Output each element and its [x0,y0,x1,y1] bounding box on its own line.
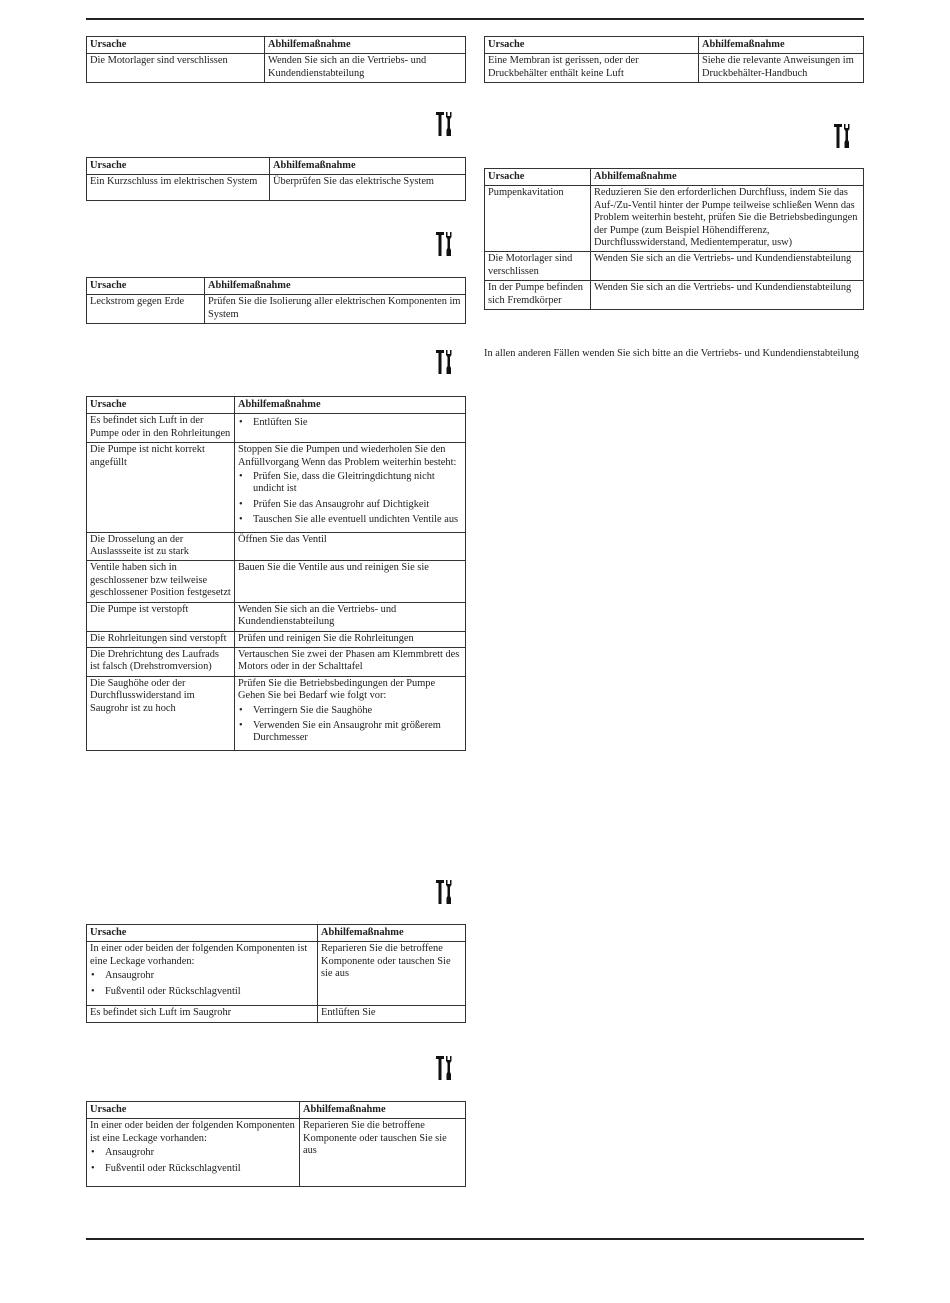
cause-cell: Die Drosselung an der Auslassseite ist zu stark [87,532,235,561]
header-cause: Ursache [87,37,265,54]
cause-text: In einer oder beiden der folgenden Komponenten ist eine Leckage vorhanden: [90,943,308,967]
tools-icon [434,348,454,376]
header-remedy: Abhilfemaßnahme [205,278,466,295]
table-membrane [484,36,864,83]
remedy-cell: Vertauschen Sie zwei der Phasen am Klemmbrett des Motors oder in der Schalttafel [235,647,466,676]
top-rule [86,18,864,20]
cause-cell: Ein Kurzschluss im elektrischen System [87,175,270,201]
tools-icon [434,878,454,906]
tools-icon [832,122,852,150]
bottom-rule [86,1238,864,1240]
cause-cell: Leckstrom gegen Erde [87,295,205,324]
remedy-cell: Entlüften Sie [318,1006,466,1022]
header-cause: Ursache [87,925,318,942]
bullet-item: • Tauschen Sie alle eventuell undichten Ventile aus [238,514,462,526]
table-cavitation [484,168,864,310]
header-cause: Ursache [87,158,270,175]
table-row [87,561,466,602]
bullet-item: • Prüfen Sie, dass die Gleitringdichtung nicht undicht ist [238,471,462,496]
table-row [485,54,864,83]
header-cause: Ursache [87,397,235,414]
table-row [87,1119,466,1187]
closing-note: In allen anderen Fällen wenden Sie sich bitte an die Vertriebs- und Kundendienstabteilung [484,348,859,359]
remedy-text: Stoppen Sie die Pumpen und wiederholen Sie den Anfüllvorgang Wenn das Problem weiterhin besteht: [238,444,457,468]
table-suction-leak-2 [86,1101,466,1187]
table-leakage-current [86,277,466,324]
cause-cell: Die Rohrleitungen sind verstopft [87,631,235,647]
table-row [87,942,466,1006]
header-remedy: Abhilfemaßnahme [235,397,466,414]
cause-text: In einer oder beiden der folgenden Komponenten ist eine Leckage vorhanden: [90,1120,295,1144]
header-remedy: Abhilfemaßnahme [300,1102,466,1119]
cause-cell: Es befindet sich Luft in der Pumpe oder in den Rohrleitungen [87,414,235,443]
remedy-cell: Reparieren Sie die betroffene Komponente oder tauschen Sie sie aus [300,1119,466,1187]
header-cause: Ursache [485,169,591,186]
table-short-circuit [86,157,466,201]
table-row [87,602,466,631]
remedy-cell: Wenden Sie sich an die Vertriebs- und Kundendienstabteilung [235,602,466,631]
remedy-cell: Siehe die relevante Anweisungen im Druckbehälter-Handbuch [699,54,864,83]
table-row [485,186,864,252]
remedy-cell: Reparieren Sie die betroffene Komponente oder tauschen Sie sie aus [318,942,466,1006]
remedy-cell: Prüfen Sie die Isolierung aller elektrischen Komponenten im System [205,295,466,324]
header-remedy: Abhilfemaßnahme [699,37,864,54]
table-row [87,631,466,647]
remedy-cell [235,414,466,443]
remedy-cell [235,676,466,750]
bullet-item: • Ansaugrohr [90,970,314,982]
cause-cell: Die Drehrichtung des Laufrads ist falsch (Drehstromversion) [87,647,235,676]
cause-cell: Pumpenkavitation [485,186,591,252]
table-motor-bearings [86,36,466,83]
header-cause: Ursache [485,37,699,54]
table-row [87,175,466,201]
bullet-item: • Verwenden Sie ein Ansaugrohr mit größerem Durchmesser [238,720,462,745]
table-row [87,647,466,676]
bullet-item: • Ansaugrohr [90,1147,296,1159]
table-row [87,676,466,750]
cause-cell: Ventile haben sich in geschlossener bzw teilweise geschlossener Position festgesetzt [87,561,235,602]
table-row [87,532,466,561]
remedy-cell: Wenden Sie sich an die Vertriebs- und Kundendienstabteilung [591,281,864,310]
bullet-item: • Fußventil oder Rückschlagventil [90,986,314,998]
header-remedy: Abhilfemaßnahme [265,37,466,54]
header-cause: Ursache [87,1102,300,1119]
tools-icon [434,1054,454,1082]
remedy-cell: Reduzieren Sie den erforderlichen Durchfluss, indem Sie das Auf-/Zu-Ventil hinter der Pumpe teilweise schließen Wenn das Problem weiterhin besteht, prüfen Sie die Betriebsbedingungen der Pumpe (zum Beispiel Höhendifferenz, Durchflusswiderstand, Medientemperatur, usw) [591,186,864,252]
table-row [485,252,864,281]
remedy-cell: Wenden Sie sich an die Vertriebs- und Kundendienstabteilung [265,54,466,83]
bullet-item: • Prüfen Sie das Ansaugrohr auf Dichtigkeit [238,499,462,511]
cause-cell: Die Pumpe ist verstopft [87,602,235,631]
remedy-cell: Prüfen und reinigen Sie die Rohrleitungen [235,631,466,647]
header-cause: Ursache [87,278,205,295]
table-suction-leak [86,924,466,1023]
remedy-cell: Überprüfen Sie das elektrische System [270,175,466,201]
table-row [87,414,466,443]
table-pump-flow [86,396,466,751]
table-row [485,281,864,310]
cause-cell: Eine Membran ist gerissen, oder der Druckbehälter enthält keine Luft [485,54,699,83]
cause-cell [87,1119,300,1187]
header-remedy: Abhilfemaßnahme [318,925,466,942]
cause-cell: In der Pumpe befinden sich Fremdkörper [485,281,591,310]
header-remedy: Abhilfemaßnahme [270,158,466,175]
remedy-cell [235,443,466,532]
cause-cell [87,942,318,1006]
cause-cell: Die Motorlager sind verschlissen [87,54,265,83]
cause-cell: Die Pumpe ist nicht korrekt angefüllt [87,443,235,532]
table-row [87,443,466,532]
table-row [87,54,466,83]
table-row [87,1006,466,1022]
bullet-item: • Fußventil oder Rückschlagventil [90,1163,296,1175]
bullet-item: • Entlüften Sie [238,417,462,429]
bullet-item: • Verringern Sie die Saughöhe [238,705,462,717]
remedy-cell: Wenden Sie sich an die Vertriebs- und Kundendienstabteilung [591,252,864,281]
cause-cell: Es befindet sich Luft im Saugrohr [87,1006,318,1022]
header-remedy: Abhilfemaßnahme [591,169,864,186]
remedy-cell: Öffnen Sie das Ventil [235,532,466,561]
remedy-text: Prüfen Sie die Betriebsbedingungen der Pumpe Gehen Sie bei Bedarf wie folgt vor: [238,677,436,702]
table-row [87,295,466,324]
cause-cell: Die Motorlager sind verschlissen [485,252,591,281]
tools-icon [434,110,454,138]
tools-icon [434,230,454,258]
cause-cell: Die Saughöhe oder der Durchflusswiderstand im Saugrohr ist zu hoch [87,676,235,750]
remedy-cell: Bauen Sie die Ventile aus und reinigen Sie sie [235,561,466,602]
